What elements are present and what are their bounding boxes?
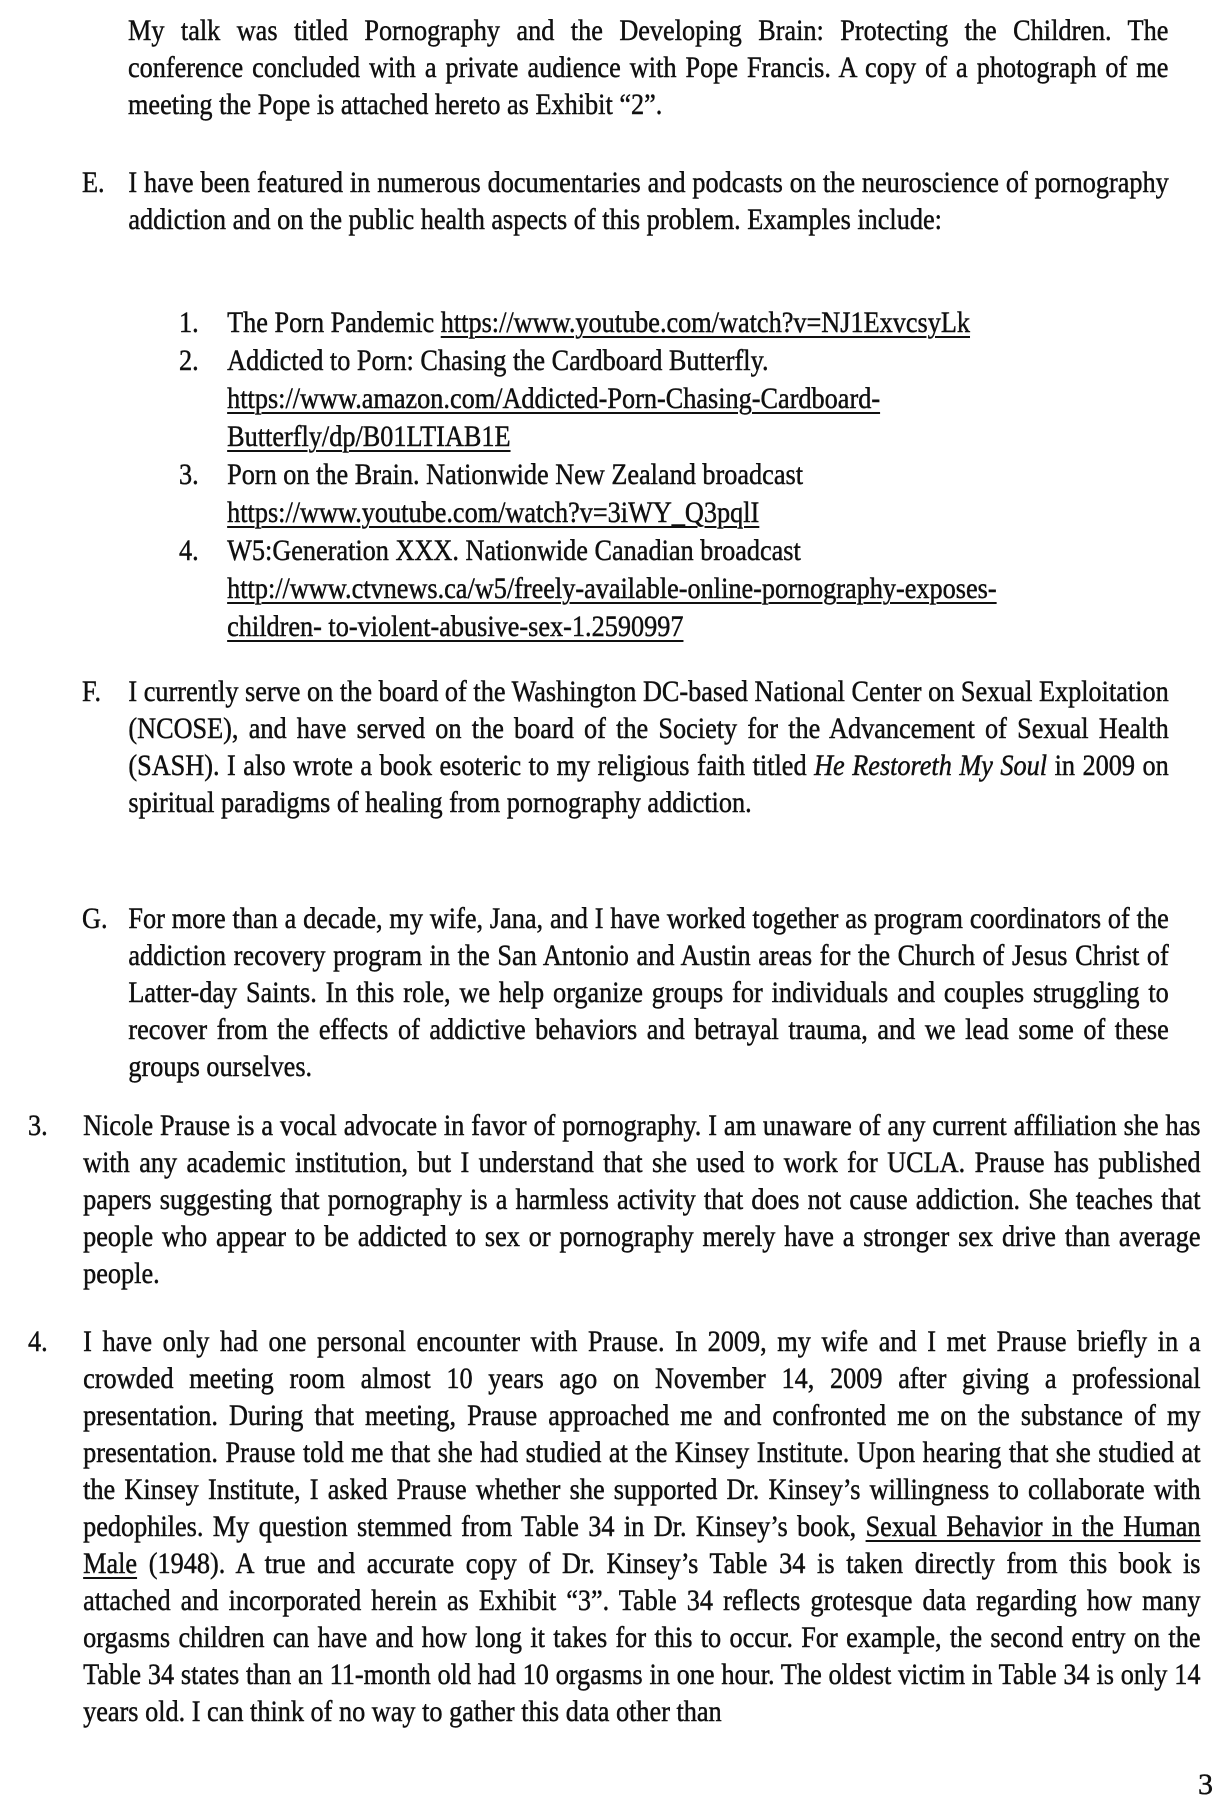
page-number: 3 bbox=[1198, 1768, 1213, 1801]
book-title-underlined: Sexual Behavior in the Human Male bbox=[83, 1510, 1201, 1580]
item-e-block bbox=[82, 164, 1229, 238]
paragraph-4-text bbox=[83, 1323, 1200, 1730]
item-g-label: G. bbox=[82, 902, 108, 935]
list-item-link[interactable]: Butterfly/dp/B01LTIAB1E bbox=[227, 420, 511, 453]
item-g-text: For more than a decade, my wife, Jana, and I have worked together as program coordinators of the addiction recovery program in the San Antonio and Austin areas for the Church of Jesus Christ of Latter-day Saints. In this role, we help organize groups for individuals and couples struggling to recover from the effects of addictive behaviors and betrayal trauma, and we lead some of these groups ourselves. bbox=[128, 902, 1169, 1083]
list-item-link[interactable]: https://www.amazon.com/Addicted-Porn-Chasing-Cardboard- bbox=[227, 382, 881, 415]
paragraph-3-text: Nicole Prause is a vocal advocate in favor of pornography. I am unaware of any current affiliation she has with any academic institution, but I understand that she used to work for UCLA. Prause has published papers suggesting that pornography is a harmless activity that does not cause addiction. She teaches that people who appear to be addicted to sex or pornography merely have a stronger sex drive than average people. bbox=[83, 1109, 1201, 1290]
list-item bbox=[179, 304, 1229, 342]
list-item-number: 4. bbox=[179, 534, 199, 567]
item-e-text: I have been featured in numerous documentaries and podcasts on the neuroscience of pornography addiction and on the public health aspects of this problem. Examples include: bbox=[128, 166, 1169, 236]
item-f-text-after: in 2009 on spiritual paradigms of healing from pornography addiction. bbox=[128, 749, 1169, 819]
paragraph-3-block bbox=[28, 1107, 1229, 1292]
list-item-link[interactable]: https://www.youtube.com/watch?v=NJ1ExvcsyLk bbox=[440, 306, 971, 339]
paragraph-4-number: 4. bbox=[28, 1325, 48, 1358]
list-item-number: 2. bbox=[179, 344, 199, 377]
item-e-label: E. bbox=[82, 166, 105, 199]
list-item-title: Addicted to Porn: Chasing the Cardboard Butterfly. bbox=[227, 344, 769, 377]
paragraph-4-text-before: I have only had one personal encounter with Prause. In 2009, my wife and I met Prause briefly in a crowded meeting room almost 10 years ago on November 14, 2009 after giving a professional presentation. During that meeting, Prause approached me and confronted me on the substance of my presentation. Prause told me that she had studied at the Kinsey Institute. Upon hearing that she studied at the Kinsey Institute, I asked Prause whether she supported Dr. Kinsey’s willingness to collaborate with pedophiles. My question stemmed from Table 34 in Dr. Kinsey’s book, bbox=[83, 1325, 1201, 1543]
intro-paragraph-text: My talk was titled Pornography and the Developing Brain: Protecting the Children. The conference concluded with a private audience with Pope Francis. A copy of a photograph of me meeting the Pope is attached hereto as Exhibit “2”. bbox=[128, 14, 1169, 121]
list-item bbox=[179, 342, 1229, 456]
list-item-link[interactable]: http://www.ctvnews.ca/w5/freely-available-online-pornography-exposes- bbox=[227, 572, 997, 605]
book-title-italic: He Restoreth My Soul bbox=[814, 749, 1048, 782]
list-item-title: W5:Generation XXX. Nationwide Canadian broadcast bbox=[227, 534, 801, 567]
intro-paragraph-block bbox=[128, 12, 1229, 123]
list-item bbox=[179, 532, 1229, 646]
list-item-link[interactable]: https://www.youtube.com/watch?v=3iWY_Q3pqlI bbox=[227, 496, 760, 529]
item-f-block bbox=[82, 673, 1229, 821]
media-list-block bbox=[179, 304, 1229, 646]
item-f-text bbox=[128, 673, 1168, 821]
list-item-title: The Porn Pandemic bbox=[227, 306, 441, 339]
paragraph-3-number: 3. bbox=[28, 1109, 48, 1142]
item-f-text-before: I currently serve on the board of the Washington DC-based National Center on Sexual Exploitation (NCOSE), and have served on the board of the Society for the Advancement of Sexual Health (SASH). I also wrote a book esoteric to my religious faith titled bbox=[128, 675, 1169, 782]
item-f-label: F. bbox=[82, 675, 102, 708]
list-item-number: 3. bbox=[179, 458, 199, 491]
list-item-title: Porn on the Brain. Nationwide New Zealand broadcast bbox=[227, 458, 803, 491]
list-item bbox=[179, 456, 1229, 532]
paragraph-4-text-after: (1948). A true and accurate copy of Dr. Kinsey’s Table 34 is taken directly from this book is attached and incorporated herein as Exhibit “3”. Table 34 reflects grotesque data regarding how many orgasms children can have and how long it takes for this to occur. For example, the second entry on the Table 34 states than an 11-month old had 10 orgasms in one hour. The oldest victim in Table 34 is only 14 years old. I can think of no way to gather this data other than bbox=[83, 1547, 1201, 1728]
list-item-number: 1. bbox=[179, 306, 199, 339]
list-item-link[interactable]: children- to-violent-abusive-sex-1.2590997 bbox=[227, 610, 684, 643]
paragraph-4-block bbox=[28, 1323, 1229, 1730]
item-g-block bbox=[82, 900, 1229, 1085]
media-list bbox=[179, 304, 1229, 646]
